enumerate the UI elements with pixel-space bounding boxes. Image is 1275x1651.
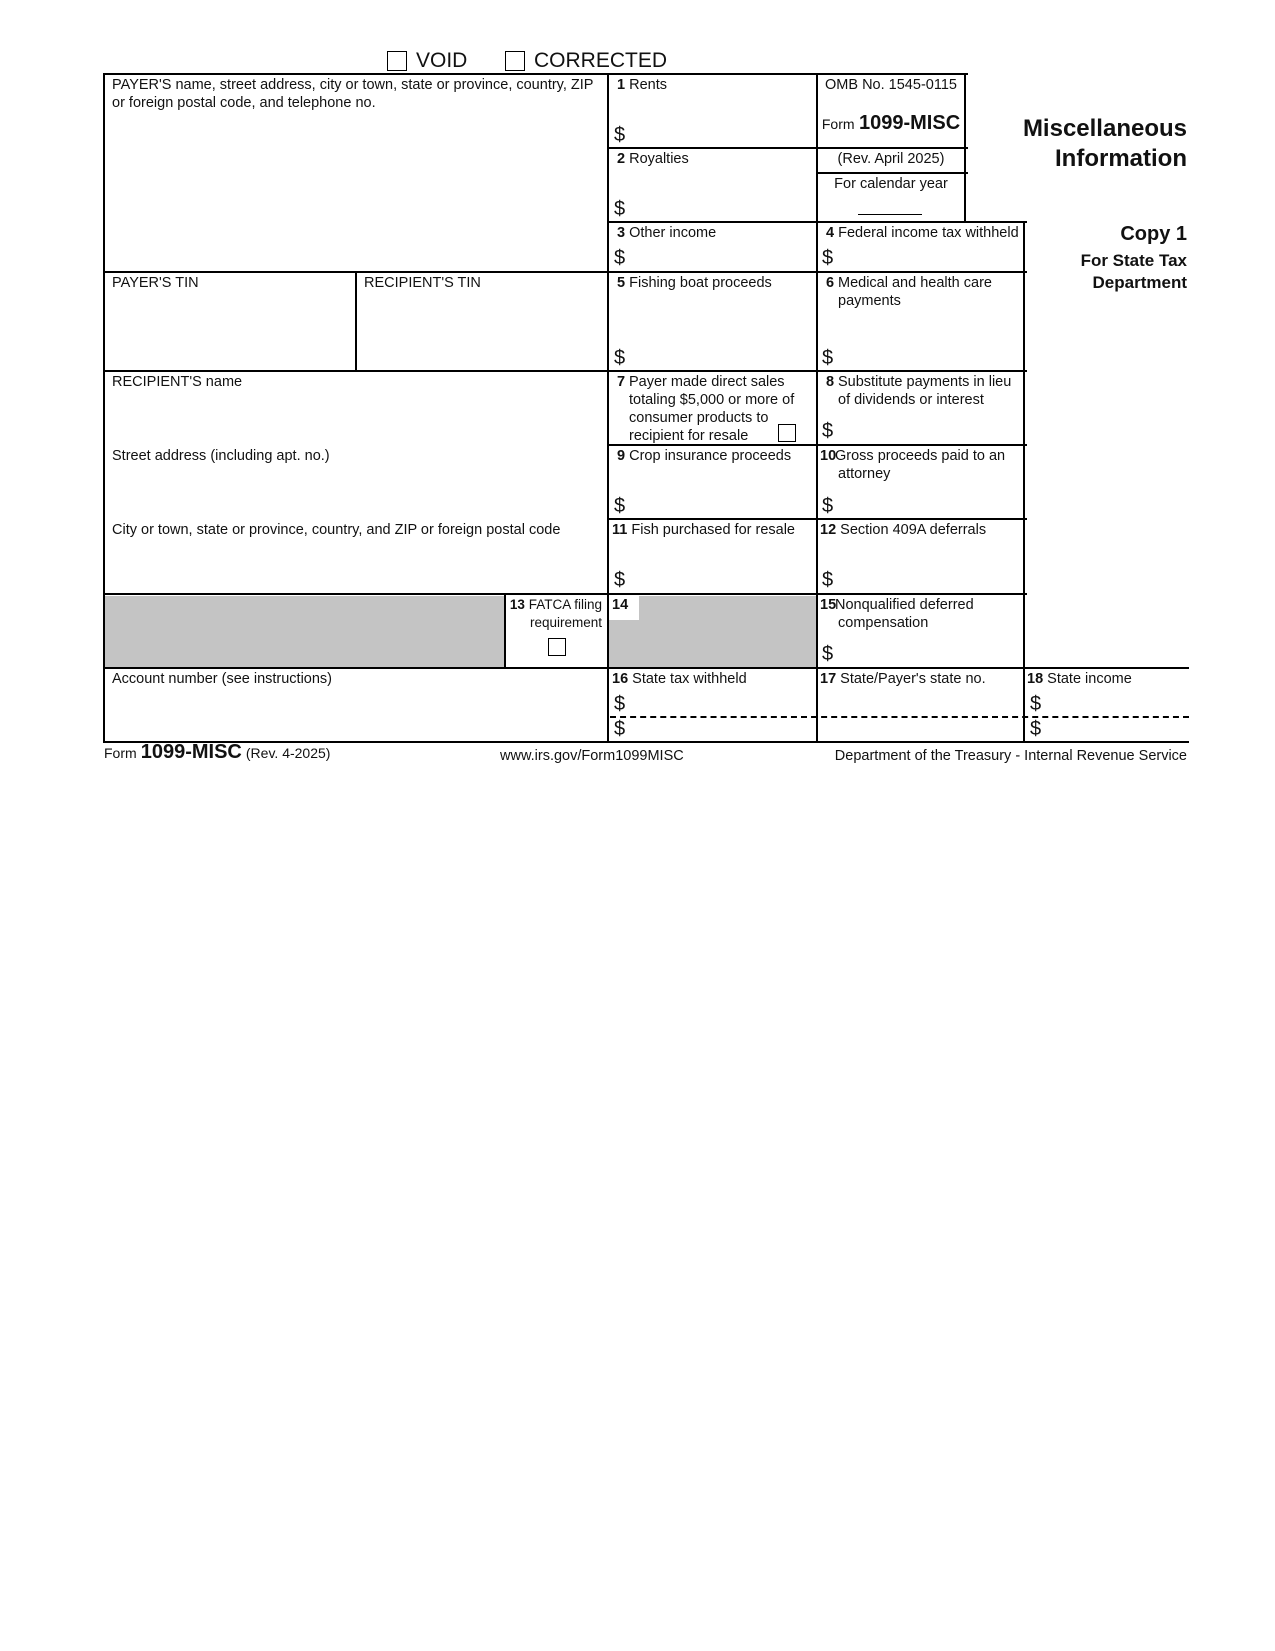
form-id	[818, 112, 964, 135]
footer-revision: (Rev. 4-2025)	[245, 745, 331, 761]
box2-text: Royalties	[629, 151, 689, 167]
box18-number: 18	[1027, 671, 1044, 687]
footer-department: Department of the Treasury - Internal Revenue Service	[834, 748, 1187, 764]
recipient-name-field[interactable]	[106, 393, 604, 441]
city-state-zip-label: City or town, state or province, country, and ZIP or foreign postal code	[112, 522, 561, 538]
box13-label	[508, 596, 602, 632]
box15-number: 15	[820, 597, 837, 613]
box4-field[interactable]	[840, 244, 1020, 270]
box12-dollar: $	[822, 569, 834, 591]
account-number-label: Account number (see instructions)	[112, 671, 333, 687]
box8-label	[826, 373, 834, 391]
copy-destination-line2: Department	[1092, 273, 1187, 292]
recipient-tin-field[interactable]	[358, 294, 604, 368]
calendar-year-field[interactable]	[858, 198, 922, 215]
rule	[964, 73, 966, 223]
box15-dollar: $	[822, 643, 834, 665]
box16-label	[612, 670, 747, 688]
box17-label	[820, 670, 986, 688]
box10-number: 10	[820, 448, 837, 464]
box12-number: 12	[820, 522, 837, 538]
box9-dollar: $	[614, 495, 626, 517]
box17-field-1[interactable]	[820, 692, 1020, 714]
rule	[817, 172, 968, 174]
box14-label: 14	[612, 597, 629, 613]
box9-number: 9	[617, 448, 626, 464]
recipient-name-label: RECIPIENT'S name	[112, 374, 243, 390]
corrected-label: CORRECTED	[534, 49, 668, 72]
box8-number: 8	[826, 374, 835, 390]
payer-tin-field[interactable]	[106, 294, 352, 368]
box3-field[interactable]	[632, 244, 812, 270]
rule	[608, 147, 819, 149]
rule	[817, 147, 968, 149]
street-address-label: Street address (including apt. no.)	[112, 448, 330, 464]
void-label: VOID	[416, 49, 468, 72]
box8-field[interactable]	[840, 414, 1020, 442]
footer-form-id	[104, 742, 330, 764]
box11-field[interactable]	[632, 563, 812, 591]
form-id-number: 1099-MISC	[858, 112, 961, 134]
box6-text: Medical and health care payments	[838, 275, 992, 309]
box9-label	[617, 447, 791, 465]
rule	[103, 73, 105, 743]
box16-dollar-2: $	[614, 718, 626, 740]
box17-text: State/Payer's state no.	[840, 671, 986, 687]
payer-tin-label: PAYER'S TIN	[112, 275, 199, 291]
street-address-field[interactable]	[106, 467, 604, 515]
box4-dollar: $	[822, 247, 834, 269]
box18-dollar-1: $	[1030, 693, 1042, 715]
box1-dollar: $	[614, 124, 626, 146]
payer-name-field[interactable]	[106, 115, 604, 269]
box16-number: 16	[612, 671, 629, 687]
omb-number: OMB No. 1545-0115	[825, 77, 957, 93]
box7-label	[617, 373, 625, 391]
account-number-field[interactable]	[106, 690, 604, 739]
box3-dollar: $	[614, 247, 626, 269]
direct-sales-checkbox[interactable]	[778, 424, 796, 442]
box11-label	[612, 521, 795, 539]
box13-number: 13	[509, 597, 525, 612]
form-title-line1: Miscellaneous	[1022, 115, 1187, 142]
rule	[504, 593, 506, 669]
box2-field[interactable]	[632, 192, 812, 220]
box3-label	[617, 224, 716, 242]
box2-number: 2	[617, 151, 626, 167]
box5-field[interactable]	[632, 340, 812, 368]
rule	[607, 73, 609, 743]
box11-number: 11	[612, 522, 628, 538]
box2-dollar: $	[614, 198, 626, 220]
calendar-year-label: For calendar year	[834, 176, 948, 192]
box8-text: Substitute payments in lieu of dividends or interest	[838, 374, 1012, 408]
box8-dollar: $	[822, 420, 834, 442]
box4-label	[826, 224, 1019, 242]
box17-number: 17	[820, 671, 837, 687]
footer-form-number: 1099-MISC	[140, 741, 242, 763]
copy-destination-line1: For State Tax	[1080, 251, 1187, 270]
copy-label: Copy 1	[1120, 223, 1187, 245]
box12-label	[820, 521, 986, 539]
rule	[103, 73, 968, 75]
box7-text: Payer made direct sales totaling $5,000 or more of consumer products to recipient for resale	[629, 374, 795, 444]
box10-field[interactable]	[840, 489, 1020, 517]
box3-number: 3	[617, 225, 626, 241]
rule	[103, 271, 1027, 273]
box12-text: Section 409A deferrals	[840, 522, 987, 538]
box15-text: Nonqualified deferred compensation	[835, 597, 974, 631]
box16-field-1[interactable]	[632, 692, 812, 714]
box3-text: Other income	[629, 225, 717, 241]
box4-text: Federal income tax withheld	[838, 225, 1019, 241]
city-state-zip-field[interactable]	[106, 541, 604, 591]
shaded-area-left	[104, 596, 504, 668]
box12-field[interactable]	[840, 563, 1020, 591]
box10-text: Gross proceeds paid to an attorney	[835, 448, 1006, 482]
corrected-checkbox[interactable]	[505, 51, 525, 71]
box18-field-2[interactable]	[1048, 718, 1186, 740]
recipient-tin-label: RECIPIENT'S TIN	[364, 275, 481, 291]
box4-number: 4	[826, 225, 835, 241]
box6-dollar: $	[822, 347, 834, 369]
form-title-line2: Information	[1055, 145, 1187, 172]
box18-field-1[interactable]	[1048, 692, 1186, 714]
box10-dollar: $	[822, 495, 834, 517]
box16-text: State tax withheld	[632, 671, 747, 687]
void-checkbox[interactable]	[387, 51, 407, 71]
box9-field[interactable]	[632, 489, 812, 517]
box17-field-2[interactable]	[820, 718, 1020, 740]
box6-label	[826, 274, 834, 292]
box16-field-2[interactable]	[632, 718, 812, 740]
box15-field[interactable]	[840, 638, 1020, 666]
box5-dollar: $	[614, 347, 626, 369]
rule	[103, 370, 1027, 372]
box13-text: FATCA filing requirement	[528, 597, 602, 630]
box18-label	[1027, 670, 1132, 688]
rule	[103, 593, 1027, 595]
box15-label	[820, 596, 836, 614]
box9-text: Crop insurance proceeds	[629, 448, 792, 464]
box5-label	[617, 274, 772, 292]
footer-url: www.irs.gov/Form1099MISC	[500, 748, 684, 764]
payer-name-label: PAYER'S name, street address, city or town, state or province, country, ZIP or foreign postal code, and telephone no.	[112, 77, 594, 111]
box11-text: Fish purchased for resale	[631, 522, 795, 538]
footer-form-prefix: Form	[104, 745, 137, 761]
box7-number: 7	[617, 374, 626, 390]
box18-dollar-2: $	[1030, 718, 1042, 740]
box18-text: State income	[1047, 671, 1132, 687]
rule	[355, 271, 357, 372]
box6-number: 6	[826, 275, 835, 291]
form-revision: (Rev. April 2025)	[837, 151, 945, 167]
rule	[1023, 221, 1025, 743]
box5-text: Fishing boat proceeds	[629, 275, 772, 291]
box2-label	[617, 150, 689, 168]
rule	[103, 667, 1189, 669]
box16-dollar-1: $	[614, 693, 626, 715]
shaded-area-box14	[609, 596, 817, 668]
box10-label	[820, 447, 836, 465]
box5-number: 5	[617, 275, 626, 291]
box11-dollar: $	[614, 569, 626, 591]
rule	[816, 73, 818, 743]
box6-field[interactable]	[840, 340, 1020, 368]
box1-text: Rents	[629, 77, 667, 93]
fatca-checkbox[interactable]	[548, 638, 566, 656]
form-id-prefix: Form	[821, 116, 855, 132]
box1-number: 1	[617, 77, 626, 93]
box1-label	[617, 76, 667, 94]
box1-field[interactable]	[632, 118, 812, 146]
